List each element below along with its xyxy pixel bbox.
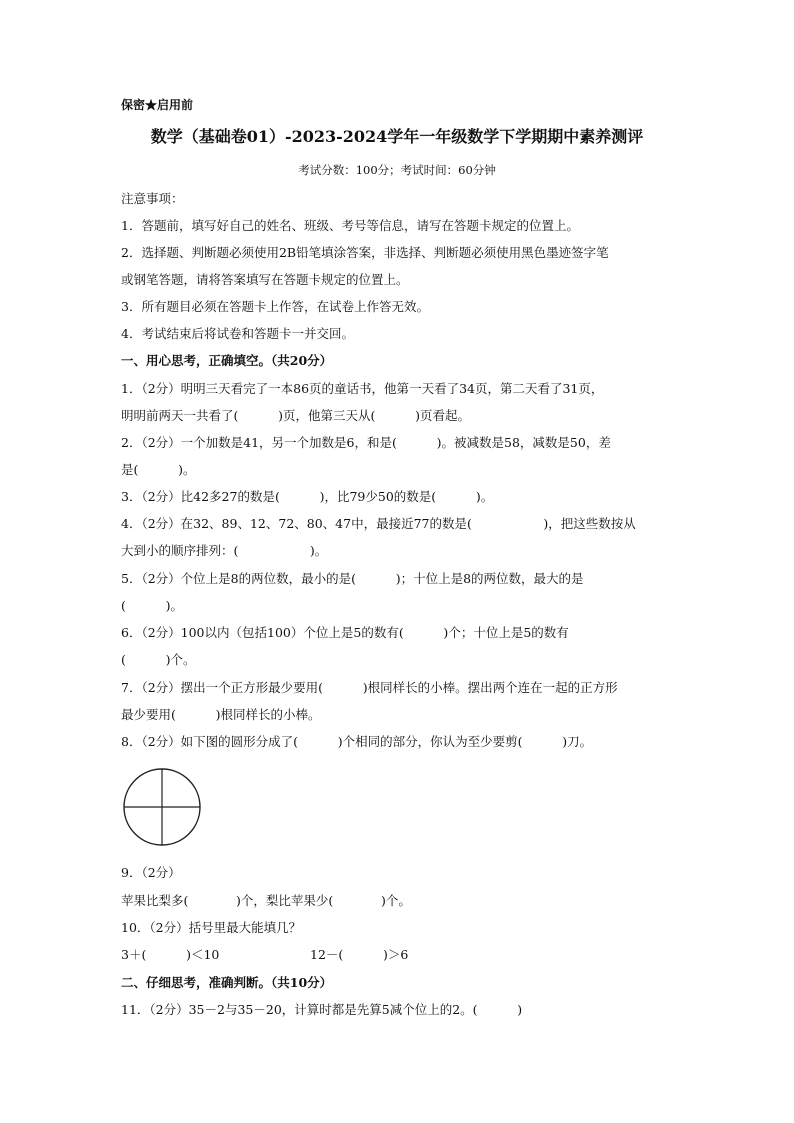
question-9-head: 9．（2分） (121, 865, 181, 880)
note-item: 1．答题前，填写好自己的姓名、班级、考号等信息，请写在答题卡规定的位置上。 (121, 218, 579, 233)
secret-label: 保密★启用前 (121, 98, 194, 112)
question-10-a: 3＋( )＜10 (121, 947, 220, 962)
question-line: 8．（2分）如下图的圆形分成了( )个相同的部分，你认为至少要剪( )刀。 (121, 734, 593, 749)
question-line: 2．（2分）一个加数是41，另一个加数是6，和是( )。被减数是58，减数是50，差 (121, 435, 611, 450)
question-line: 6．（2分）100以内（包括100）个位上是5的数有( )个；十位上是5的数有 (121, 625, 569, 640)
question-line: ( )个。 (121, 652, 196, 667)
note-item: 4．考试结束后将试卷和答题卡一并交回。 (121, 326, 354, 341)
question-line: ( )。 (121, 598, 183, 613)
notes-heading: 注意事项： (121, 191, 184, 206)
question-line: 4．（2分）在32、89、12、72、80、47中，最接近77的数是( )，把这些数按从 (121, 516, 636, 531)
question-line: 7．（2分）摆出一个正方形最少要用( )根同样长的小棒。摆出两个连在一起的正方形 (121, 680, 618, 695)
question-line: 是( )。 (121, 462, 196, 477)
question-line: 大到小的顺序排列：( )。 (121, 543, 328, 558)
question-line: 最少要用( )根同样长的小棒。 (121, 707, 321, 722)
question-11: 11．（2分）35－2与35－20，计算时都是先算5减个位上的2。( ) (121, 1002, 523, 1017)
question-line: 5．（2分）个位上是8的两位数，最小的是( )；十位上是8的两位数，最大的是 (121, 571, 584, 586)
section1-heading: 一、用心思考，正确填空。（共20分） (121, 353, 333, 368)
question-10-b: 12－( )＞6 (310, 947, 409, 962)
exam-info: 考试分数：100分；考试时间：60分钟 (298, 163, 496, 177)
note-item: 或钢笔答题，请将答案填写在答题卡规定的位置上。 (121, 272, 409, 287)
question-line: 3．（2分）比42多27的数是( )，比79少50的数是( )。 (121, 489, 494, 504)
question-line: 1．（2分）明明三天看完了一本86页的童话书，他第一天看了34页，第二天看了31页， (121, 381, 604, 396)
question-line: 明明前两天一共看了( )页，他第三天从( )页看起。 (121, 408, 470, 423)
question-10-head: 10．（2分）括号里最大能填几？ (121, 920, 302, 935)
divided-circle-figure (121, 766, 203, 848)
note-item: 2．选择题、判断题必须使用2B铅笔填涂答案，非选择、判断题必须使用黑色墨迹签字笔 (121, 245, 609, 260)
note-item: 3．所有题目必须在答题卡上作答，在试卷上作答无效。 (121, 299, 429, 314)
page-title: 数学（基础卷01）-2023-2024学年一年级数学下学期期中素养测评 (150, 127, 644, 146)
question-9-text: 苹果比梨多( )个，梨比苹果少( )个。 (121, 893, 411, 908)
section2-heading: 二、仔细思考，准确判断。（共10分） (121, 975, 333, 990)
